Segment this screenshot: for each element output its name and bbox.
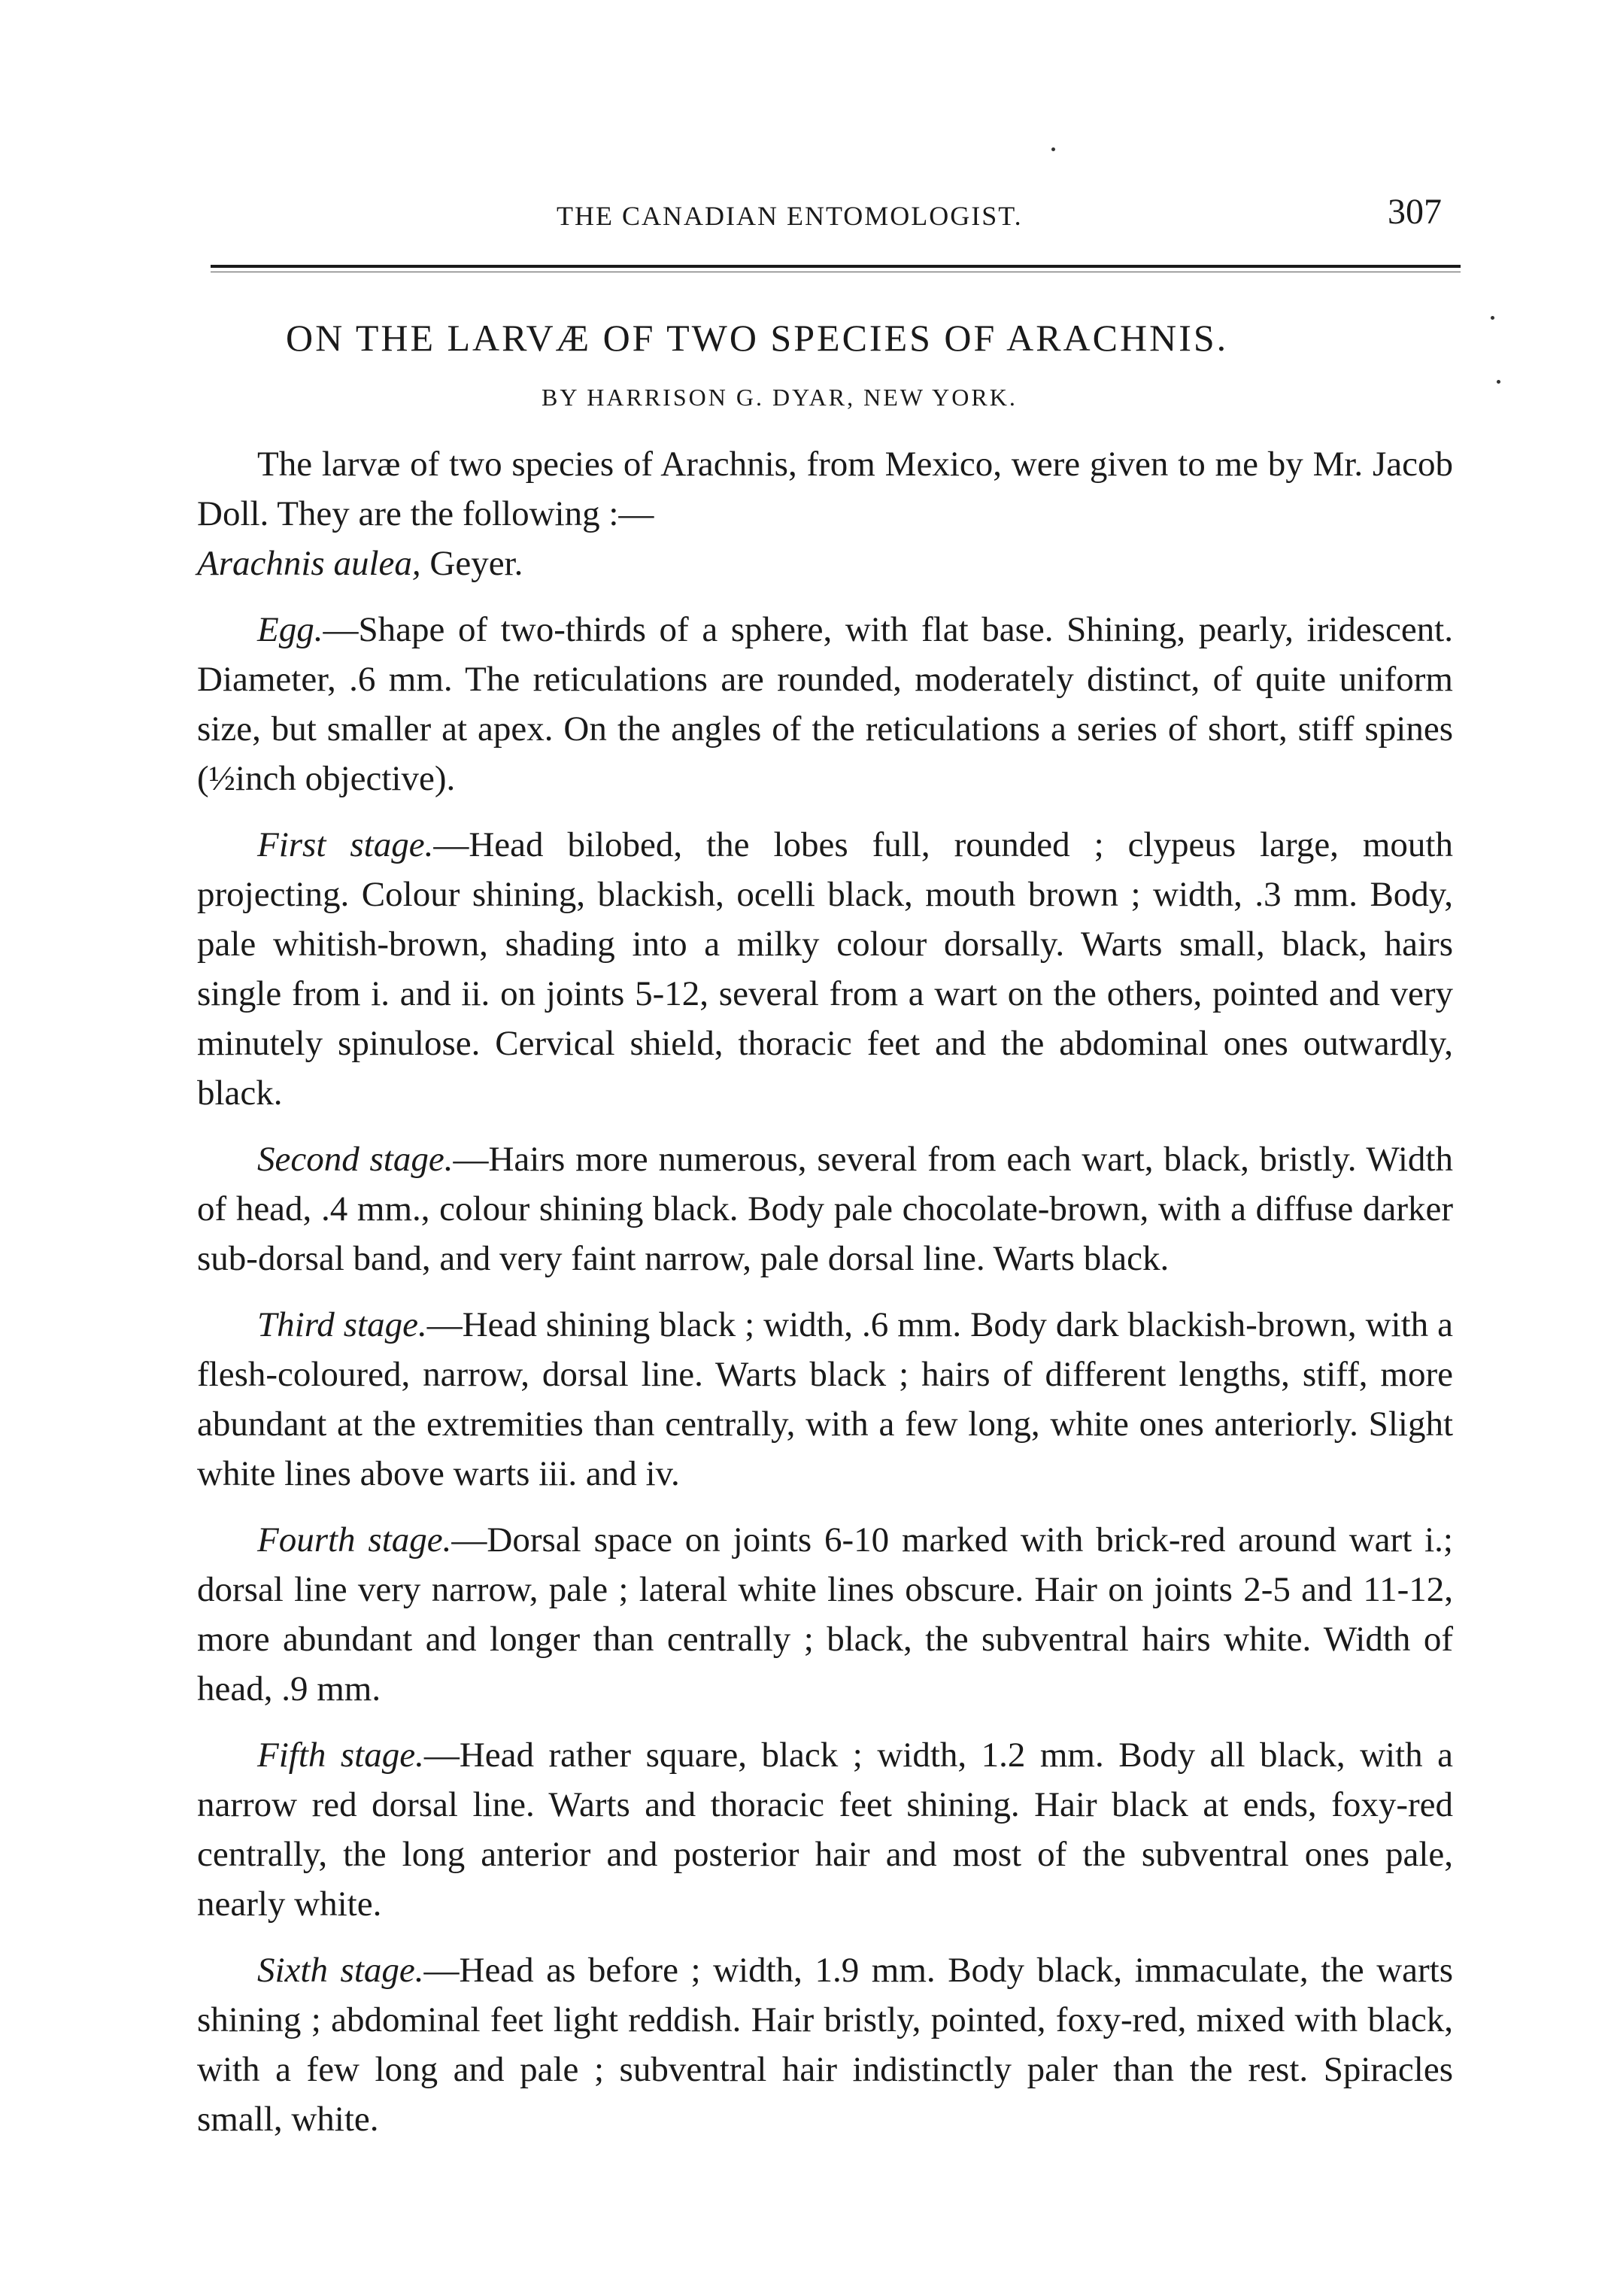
article-title: ON THE LARVÆ OF TWO SPECIES OF ARACHNIS. [286,317,1229,359]
species-name: Arachnis aulea, [197,544,421,583]
print-speck [1051,147,1055,151]
section-paragraph [197,1730,1453,1929]
header-rule [211,265,1461,268]
section-text: —Head rather square, black ; width, 1.2 mm. Body all black, with a narrow red dorsal line. Warts and thoracic feet shining. Hair black at ends, foxy-red centrally, the long anterior and posterior hair and most of the subventral ones pale, nearly white. [197,1736,1453,1924]
species-heading [197,539,1453,588]
section-text: —Shape of two-thirds of a sphere, with flat base. Shining, pearly, iridescent. Diameter, .6 mm. The reticulations are rounded, moderately distinct, of quite uniform size, but smaller at apex. On the angles of the reticulations a series of short, stiff spines (½inch objective). [197,610,1453,798]
section-name: Egg. [257,610,323,649]
article-body [197,439,1453,2161]
section-paragraph [197,605,1453,803]
section-paragraph [197,820,1453,1118]
print-speck [1491,316,1494,320]
print-speck [1497,380,1500,384]
section-name: Fourth stage. [257,1520,452,1560]
section-paragraph [197,1300,1453,1499]
section-name: First stage. [257,825,434,864]
species-author: Geyer. [420,544,523,583]
section-name: Sixth stage. [257,1951,424,1990]
section-paragraph [197,1515,1453,1714]
intro-paragraph: The larvæ of two species of Arachnis, from Mexico, were given to me by Mr. Jacob Doll. They are the following :— [197,445,1453,533]
section-name: Third stage. [257,1305,427,1344]
section-paragraph [197,1134,1453,1283]
section-text: —Hairs more numerous, several from each wart, black, bristly. Width of head, .4 mm., colour shining black. Body pale chocolate-brown, with a diffuse darker sub-dorsal band, and very faint narrow, pale dorsal line. Warts black. [197,1140,1453,1278]
section-text: —Head as before ; width, 1.9 mm. Body black, immaculate, the warts shining ; abdominal feet light reddish. Hair bristly, pointed, foxy-red, mixed with black, with a few long and pale ; subventral hair indistinctly paler than the rest. Spiracles small, white. [197,1951,1454,2139]
page-number: 307 [1388,192,1442,232]
section-name: Fifth stage. [257,1736,424,1775]
section-name: Second stage. [257,1140,454,1179]
section-text: —Head bilobed, the lobes full, rounded ; clypeus large, mouth projecting. Colour shining, blackish, ocelli black, mouth brown ; width, .3 mm. Body, pale whitish-brown, shading into a milky colour dorsally. Warts small, black, hairs single from i. and ii. on joints 5-12, several from a wart on the others, pointed and very minutely spinulose. Cervical shield, thoracic feet and the abdominal ones outwardly, black. [197,825,1453,1113]
section-paragraph [197,1945,1453,2144]
section-text: —Dorsal space on joints 6-10 marked with brick-red around wart i.; dorsal line very narrow, pale ; lateral white lines obscure. Hair on joints 2-5 and 11-12, more abundant and longer than centrally ; black, the subventral hairs white. Width of head, .9 mm. [197,1520,1453,1708]
section-text: —Head shining black ; width, .6 mm. Body dark blackish-brown, with a flesh-coloured, narrow, dorsal line. Warts black ; hairs of different lengths, stiff, more abundant at the extremities than centrally, with a few long, white ones anteriorly. Slight white lines above warts iii. and iv. [197,1305,1453,1493]
running-head: THE CANADIAN ENTOMOLOGIST. [557,201,1023,231]
article-byline: BY HARRISON G. DYAR, NEW YORK. [542,384,1018,411]
